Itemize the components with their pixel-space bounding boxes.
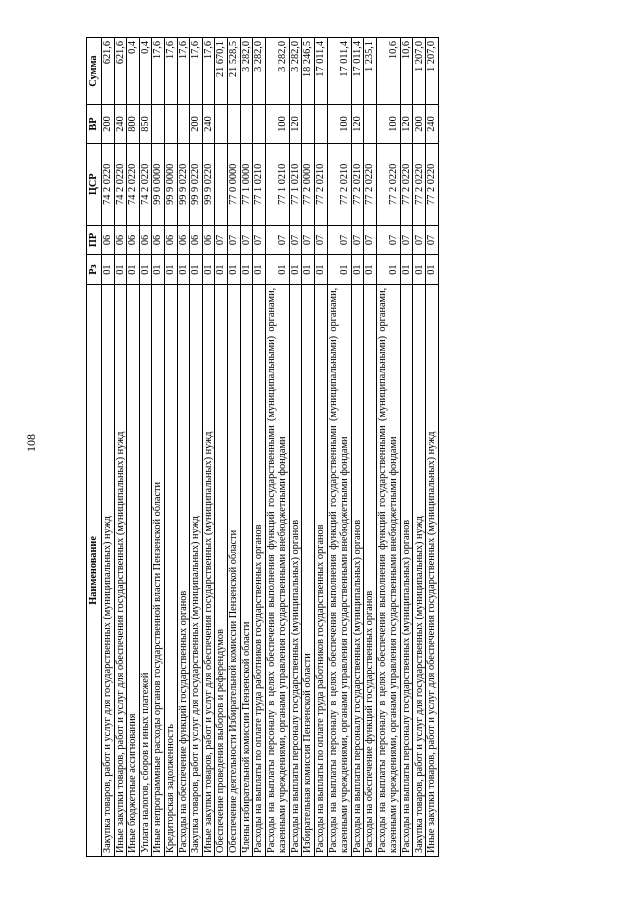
cell-sum: 17,6 xyxy=(190,38,203,105)
table-row xyxy=(376,38,400,857)
cell-sum: 0,4 xyxy=(127,38,140,105)
cell-sum: 0,4 xyxy=(139,38,152,105)
cell-rz: 01 xyxy=(351,255,364,285)
table-row xyxy=(400,38,413,857)
cell-name: Расходы на выплаты по оплате труда работников государственных органов xyxy=(314,284,327,856)
table-row xyxy=(114,38,127,857)
cell-pr: 07 xyxy=(376,225,400,255)
cell-rz: 01 xyxy=(426,255,439,285)
cell-csr: 77 2 0210 xyxy=(351,143,364,225)
cell-csr: 77 2 0220 xyxy=(364,143,377,225)
cell-csr: 77 1 0210 xyxy=(253,143,266,225)
table-row xyxy=(190,38,203,857)
table-row xyxy=(164,38,177,857)
table-row xyxy=(364,38,377,857)
cell-vr: 200 xyxy=(102,105,115,144)
cell-rz: 01 xyxy=(102,255,115,285)
cell-vr xyxy=(314,105,327,144)
cell-rz: 01 xyxy=(164,255,177,285)
cell-csr: 77 2 0220 xyxy=(426,143,439,225)
cell-name: Расходы на выплаты персоналу в целях обеспечения выполнения функций государственными (муниципальными) органами, казенными учреждениями, органами управления государственными внебюджетными фондами xyxy=(265,284,289,856)
cell-pr: 06 xyxy=(152,225,165,255)
cell-vr: 240 xyxy=(202,105,215,144)
cell-name: Иные закупки товаров, работ и услуг для обеспечения государственных (муниципальных) нужд xyxy=(426,284,439,856)
cell-pr: 07 xyxy=(253,225,266,255)
cell-vr: 240 xyxy=(426,105,439,144)
cell-rz: 01 xyxy=(152,255,165,285)
cell-name: Расходы на выплаты персоналу государственных (муниципальных) органов xyxy=(351,284,364,856)
cell-name: Расходы на обеспечение функций государственных органов xyxy=(364,284,377,856)
cell-vr: 800 xyxy=(127,105,140,144)
cell-csr: 99 9 0220 xyxy=(202,143,215,225)
cell-vr: 120 xyxy=(400,105,413,144)
cell-csr: 99 9 0220 xyxy=(177,143,190,225)
cell-csr: 74 2 0220 xyxy=(114,143,127,225)
cell-sum: 17,6 xyxy=(152,38,165,105)
cell-name: Уплата налогов, сборов и иных платежей xyxy=(139,284,152,856)
table-row xyxy=(177,38,190,857)
cell-name: Расходы на выплаты персоналу государственных (муниципальных) органов xyxy=(289,284,302,856)
cell-pr: 06 xyxy=(202,225,215,255)
cell-sum: 17 011,4 xyxy=(327,38,351,105)
cell-name: Иные непрограммные расходы органов государственной власти Пензенской области xyxy=(152,284,165,856)
cell-pr: 06 xyxy=(127,225,140,255)
cell-csr: 99 9 0000 xyxy=(164,143,177,225)
cell-vr: 120 xyxy=(289,105,302,144)
table-row xyxy=(202,38,215,857)
table-header-row xyxy=(87,38,102,857)
cell-pr: 06 xyxy=(139,225,152,255)
header-vr: ВР xyxy=(87,105,102,144)
cell-sum: 621,6 xyxy=(102,38,115,105)
cell-pr: 07 xyxy=(364,225,377,255)
budget-table-container xyxy=(86,37,550,857)
cell-sum: 17,6 xyxy=(164,38,177,105)
cell-rz: 01 xyxy=(127,255,140,285)
table-row xyxy=(102,38,115,857)
cell-rz: 01 xyxy=(215,255,228,285)
cell-pr: 06 xyxy=(177,225,190,255)
table-row xyxy=(302,38,315,857)
cell-pr: 07 xyxy=(240,225,253,255)
cell-name: Расходы на выплаты персоналу государственных (муниципальных) органов xyxy=(400,284,413,856)
cell-pr: 07 xyxy=(314,225,327,255)
cell-csr: 77 2 0210 xyxy=(327,143,351,225)
cell-csr: 99 0 0000 xyxy=(152,143,165,225)
cell-sum: 10,6 xyxy=(400,38,413,105)
cell-pr: 07 xyxy=(215,225,228,255)
cell-name: Обеспечение проведения выборов и референдумов xyxy=(215,284,228,856)
cell-sum: 21 670,1 xyxy=(215,38,228,105)
cell-vr xyxy=(215,105,228,144)
cell-vr: 240 xyxy=(114,105,127,144)
table-row xyxy=(351,38,364,857)
cell-rz: 01 xyxy=(227,255,240,285)
cell-vr: 100 xyxy=(376,105,400,144)
table-body xyxy=(102,38,439,857)
cell-rz: 01 xyxy=(400,255,413,285)
cell-name: Кредиторская задолженность xyxy=(164,284,177,856)
cell-pr: 07 xyxy=(413,225,426,255)
cell-csr: 77 1 0000 xyxy=(240,143,253,225)
page-number: 108 xyxy=(24,434,38,452)
cell-rz: 01 xyxy=(265,255,289,285)
cell-vr xyxy=(240,105,253,144)
cell-sum: 3 282,0 xyxy=(253,38,266,105)
cell-sum: 18 246,5 xyxy=(302,38,315,105)
table-row xyxy=(426,38,439,857)
cell-sum: 1 207,0 xyxy=(413,38,426,105)
header-pr: ПР xyxy=(87,225,102,255)
cell-csr: 77 2 0000 xyxy=(302,143,315,225)
cell-pr: 06 xyxy=(102,225,115,255)
cell-sum: 21 528,5 xyxy=(227,38,240,105)
cell-pr: 06 xyxy=(114,225,127,255)
budget-table xyxy=(86,37,439,857)
cell-name: Члены избирательной комиссии Пензенской области xyxy=(240,284,253,856)
cell-sum: 3 282,0 xyxy=(289,38,302,105)
table-row xyxy=(314,38,327,857)
cell-csr xyxy=(215,143,228,225)
cell-sum: 17,6 xyxy=(202,38,215,105)
cell-pr: 07 xyxy=(302,225,315,255)
cell-csr: 77 1 0210 xyxy=(265,143,289,225)
cell-rz: 01 xyxy=(302,255,315,285)
cell-rz: 01 xyxy=(240,255,253,285)
cell-name: Закупка товаров, работ и услуг для государственных (муниципальных) нужд xyxy=(413,284,426,856)
table-row xyxy=(227,38,240,857)
cell-vr xyxy=(177,105,190,144)
cell-csr: 77 2 0220 xyxy=(413,143,426,225)
cell-sum: 17 011,4 xyxy=(351,38,364,105)
cell-sum: 621,6 xyxy=(114,38,127,105)
cell-vr: 850 xyxy=(139,105,152,144)
table-row xyxy=(215,38,228,857)
cell-name: Закупка товаров, работ и услуг для государственных (муниципальных) нужд xyxy=(102,284,115,856)
cell-rz: 01 xyxy=(114,255,127,285)
cell-pr: 07 xyxy=(227,225,240,255)
table-row xyxy=(265,38,289,857)
cell-name: Иные закупки товаров, работ и услуг для обеспечения государственных (муниципальных) нужд xyxy=(202,284,215,856)
cell-csr: 77 2 0220 xyxy=(400,143,413,225)
cell-rz: 01 xyxy=(289,255,302,285)
cell-sum: 1 235,1 xyxy=(364,38,377,105)
cell-csr: 99 9 0220 xyxy=(190,143,203,225)
cell-rz: 01 xyxy=(190,255,203,285)
cell-pr: 07 xyxy=(327,225,351,255)
cell-pr: 07 xyxy=(265,225,289,255)
cell-name: Расходы на обеспечение функций государственных органов xyxy=(177,284,190,856)
cell-csr: 77 2 0220 xyxy=(376,143,400,225)
cell-rz: 01 xyxy=(314,255,327,285)
cell-name: Расходы на выплаты по оплате труда работников государственных органов xyxy=(253,284,266,856)
table-row xyxy=(289,38,302,857)
cell-csr: 77 0 0000 xyxy=(227,143,240,225)
cell-vr xyxy=(253,105,266,144)
table-row xyxy=(327,38,351,857)
cell-name: Закупка товаров, работ и услуг для государственных (муниципальных) нужд xyxy=(190,284,203,856)
cell-rz: 01 xyxy=(364,255,377,285)
cell-csr: 77 2 0210 xyxy=(314,143,327,225)
cell-sum: 17 011,4 xyxy=(314,38,327,105)
cell-csr: 74 2 0220 xyxy=(102,143,115,225)
cell-rz: 01 xyxy=(376,255,400,285)
cell-name: Иные закупки товаров, работ и услуг для обеспечения государственных (муниципальных) нужд xyxy=(114,284,127,856)
cell-name: Расходы на выплаты персоналу в целях обеспечения выполнения функций государственными (муниципальными) органами, казенными учреждениями, органами управления государственными внебюджетными фондами xyxy=(327,284,351,856)
cell-vr xyxy=(302,105,315,144)
cell-name: Иные бюджетные ассигнования xyxy=(127,284,140,856)
cell-pr: 07 xyxy=(351,225,364,255)
cell-name: Расходы на выплаты персоналу в целях обеспечения выполнения функций государственными (муниципальными) органами, казенными учреждениями, органами управления государственными внебюджетными фондами xyxy=(376,284,400,856)
cell-sum: 17,6 xyxy=(177,38,190,105)
cell-csr: 74 2 0220 xyxy=(139,143,152,225)
cell-sum: 10,6 xyxy=(376,38,400,105)
header-name: Наименование xyxy=(87,284,102,856)
cell-vr: 100 xyxy=(265,105,289,144)
table-row xyxy=(253,38,266,857)
cell-vr xyxy=(227,105,240,144)
cell-rz: 01 xyxy=(139,255,152,285)
cell-csr: 74 2 0220 xyxy=(127,143,140,225)
cell-pr: 07 xyxy=(289,225,302,255)
cell-vr: 200 xyxy=(190,105,203,144)
cell-rz: 01 xyxy=(177,255,190,285)
cell-rz: 01 xyxy=(413,255,426,285)
table-row xyxy=(127,38,140,857)
cell-vr: 200 xyxy=(413,105,426,144)
header-rz: Рз xyxy=(87,255,102,285)
header-sum: Сумма xyxy=(87,38,102,105)
table-row xyxy=(240,38,253,857)
header-csr: ЦСР xyxy=(87,143,102,225)
cell-pr: 07 xyxy=(426,225,439,255)
cell-pr: 06 xyxy=(164,225,177,255)
table-row xyxy=(413,38,426,857)
cell-name: Обеспечение деятельности Избирательной комиссии Пензенской области xyxy=(227,284,240,856)
cell-vr xyxy=(152,105,165,144)
cell-sum: 1 207,0 xyxy=(426,38,439,105)
cell-rz: 01 xyxy=(327,255,351,285)
cell-vr: 120 xyxy=(351,105,364,144)
cell-vr xyxy=(164,105,177,144)
cell-rz: 01 xyxy=(253,255,266,285)
cell-sum: 3 282,0 xyxy=(265,38,289,105)
table-row xyxy=(139,38,152,857)
cell-name: Избирательная комиссия Пензенской области xyxy=(302,284,315,856)
cell-rz: 01 xyxy=(202,255,215,285)
cell-vr xyxy=(364,105,377,144)
cell-pr: 07 xyxy=(400,225,413,255)
cell-pr: 06 xyxy=(190,225,203,255)
cell-csr: 77 1 0210 xyxy=(289,143,302,225)
cell-sum: 3 282,0 xyxy=(240,38,253,105)
table-row xyxy=(152,38,165,857)
cell-vr: 100 xyxy=(327,105,351,144)
